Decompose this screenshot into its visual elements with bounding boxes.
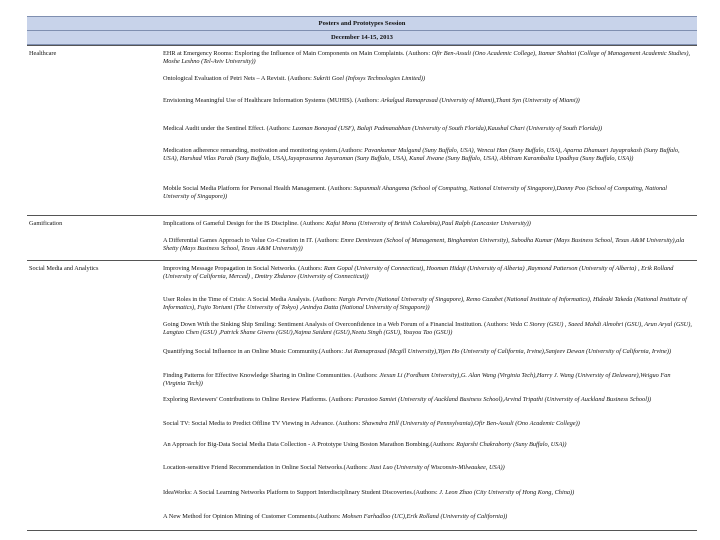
paper-cell	[160, 93, 697, 121]
paper-authors: Arkalgud Ramaprasad (University of Miami),Thant Syn (University of Miami))	[380, 97, 580, 104]
paper-cell	[160, 292, 697, 317]
paper-cell	[160, 216, 697, 233]
paper-title: Going Down With the Sinking Ship Smiling: Sentiment Analysis of Overconfidence in a Web Forum of a Financial Institution. (Authors:	[163, 321, 510, 328]
table-row	[27, 344, 697, 368]
paper-authors: Mohsen Farhadloo (UC),Erik Rolland (University of California))	[342, 513, 508, 520]
paper-cell	[160, 233, 697, 260]
paper-title: Finding Patterns for Effective Knowledge Sharing in Online Communities. (Authors:	[163, 372, 380, 379]
paper-title: A Differential Games Approach to Value Co-Creation in IT. (Authors:	[163, 237, 341, 244]
category-cell	[27, 437, 160, 460]
paper-authors: Shawndra Hill (University of Pennsylvania),Ofir Ben-Assuli (Ono Academic College))	[361, 420, 580, 427]
paper-cell	[160, 46, 697, 71]
paper-authors: Kafui Monu (University of British Columbia),Paul Ralph (Lancaster University))	[326, 220, 531, 227]
table-row	[27, 317, 697, 344]
paper-cell	[160, 437, 697, 460]
paper-cell	[160, 392, 697, 416]
paper-title: Quantifying Social Influence in an Online Music Community.(Authors:	[163, 348, 345, 355]
paper-title: An Approach for Big-Data Social Media Data Collection - A Prototype Using Boston Marathon Bombing.(Authors:	[163, 441, 457, 448]
table-row	[27, 233, 697, 260]
paper-cell	[160, 181, 697, 215]
category-cell: Healthcare	[29, 50, 57, 57]
paper-authors: Emre Demirezen (School of Management, Binghamton University), Subodha Kumar (Mays Business School, Texas A&M University),ala Shetty (Mays Business School, Texas A&M University))	[163, 237, 685, 253]
paper-cell	[160, 261, 697, 292]
category-cell: Gamification	[29, 220, 63, 227]
paper-authors: Jui Ramaprasad (Mcgill University),Yijen Ho (University of California, Irvine),Sanjeev Dewan (University of California, Irvine))	[344, 348, 672, 355]
paper-authors: Parastoo Samiei (University of Auckland Business School),Arvind Tripathi (University of Auckland Business School))	[354, 396, 652, 403]
paper-cell	[160, 344, 697, 368]
category-cell	[27, 121, 160, 143]
category-cell	[27, 93, 160, 121]
table-row	[27, 392, 697, 416]
paper-authors: Veda C Storey (GSU) , Saeed Mahdi Almohri (GSU), Arun Aryal (GSU), Langtao Chen (GSU) ,Patrick Shane Givens (GSU),Najma Saidani (GSU),Neetu Singh (GSU), Youyou Tao (GSU))	[163, 321, 692, 337]
paper-authors: Laxman Bonayad (USF), Balaji Padmanabhan (University of South Florida),Kaushal Chari (University of South Florida))	[292, 125, 603, 132]
category-cell	[27, 460, 160, 485]
category-cell	[27, 143, 160, 181]
schedule-sheet	[27, 16, 697, 531]
paper-authors: Rajarshi Chakraborty (Suny Buffalo, USA))	[456, 441, 567, 448]
paper-title: Mobile Social Media Platform for Personal Health Management. (Authors:	[163, 185, 354, 192]
table-row	[27, 368, 697, 392]
paper-cell	[160, 368, 697, 392]
table-row	[27, 45, 697, 71]
paper-title: EHR at Emergency Rooms: Exploring the Influence of Main Components on Main Complaints. (Authors:	[163, 50, 432, 57]
category-cell	[27, 344, 160, 368]
paper-authors: J. Leon Zhao (City University of Hong Kong, China))	[439, 489, 575, 496]
category-cell: Social Media and Analytics	[29, 265, 99, 272]
table-row	[27, 292, 697, 317]
category-cell	[27, 71, 160, 93]
table-row	[27, 460, 697, 485]
paper-authors: Ofir Ben-Assuli (Ono Academic College), Itamar Shabtai (College of Management Academic Studies), Moshe Leshno (Tel-Aviv University))	[163, 50, 691, 66]
paper-title: Ontological Evaluation of Petri Nets – A Revisit. (Authors:	[163, 75, 314, 82]
paper-cell	[160, 121, 697, 143]
session-header	[27, 16, 697, 45]
table-row	[27, 416, 697, 437]
table-row	[27, 260, 697, 292]
category-cell	[27, 509, 160, 530]
table-row	[27, 181, 697, 215]
paper-authors: Ram Gopal (University of Connecticut), Hooman Hidaji (University of Alberta) ,Raymond Patterson (University of Alberta) , Erik Rolland (University of California, Merced) , Dmitry Zhdanov (University of Connecticut))	[163, 265, 674, 281]
paper-cell	[160, 509, 697, 530]
papers-table	[27, 45, 697, 531]
category-cell	[27, 317, 160, 344]
table-row	[27, 121, 697, 143]
table-row	[27, 215, 697, 233]
table-row	[27, 93, 697, 121]
table-row	[27, 143, 697, 181]
paper-title: Exploring Reviewers' Contributions to Online Review Platforms. (Authors:	[163, 396, 355, 403]
paper-cell	[160, 485, 697, 509]
paper-title: Implications of Gameful Design for the IS Discipline. (Authors:	[163, 220, 326, 227]
paper-cell	[160, 143, 697, 181]
session-date: December 14-15, 2013	[27, 30, 697, 44]
category-cell	[27, 416, 160, 437]
table-row	[27, 509, 697, 530]
category-cell	[27, 368, 160, 392]
table-row	[27, 71, 697, 93]
paper-title: Social TV: Social Media to Predict Offline TV Viewing in Advance. (Authors:	[163, 420, 362, 427]
table-row	[27, 437, 697, 460]
paper-authors: Jiasi Luo (University of Wisconsin-Milwaukee, USA))	[369, 464, 505, 471]
paper-authors: Jiexun Li (Fordham University),G. Alan Wang (Virginia Tech),Harry J. Wang (University of Delaware),Weiguo Fan (Virginia Tech))	[163, 372, 671, 388]
category-cell	[27, 292, 160, 317]
paper-title: User Roles in the Time of Crisis: A Social Media Analysis. (Authors:	[163, 296, 339, 303]
category-cell	[27, 233, 160, 260]
paper-cell	[160, 460, 697, 485]
paper-title: Medication adherence remanding, motivation and monitoring system.(Authors:	[163, 147, 365, 154]
category-cell	[27, 485, 160, 509]
paper-title: Location-sensitive Friend Recommendation in Online Social Networks.(Authors:	[163, 464, 370, 471]
paper-title: IdeaWorks: A Social Learning Networks Platform to Support Interdisciplinary Student Discoveries.(Authors:	[163, 489, 440, 496]
paper-authors: Pavankumar Mulgund (Suny Buffalo, USA), Wencui Han (Suny Buffalo, USA), Aparna Dhanuari Jayaprakash (Suny Buffalo, USA), Harshad Vilas Parab (Suny Buffalo, USA),Jayaprasanna Jayaraman (Suny Buffalo, USA), Kunal Jiwane (Suny Buffalo, USA), Abhiram Karambalia Upadhya (Suny Buffalo, USA))	[163, 147, 680, 163]
category-cell	[27, 392, 160, 416]
paper-title: Envisioning Meaningful Use of Healthcare Information Systems (MUHIS). (Authors:	[163, 97, 381, 104]
paper-title: A New Method for Opinion Mining of Customer Comments.(Authors:	[163, 513, 343, 520]
category-cell	[27, 181, 160, 215]
paper-authors: Nargis Pervin (National University of Singapore), Remo Cazabet (National Institute of Informatics), Hideaki Takeda (National Institute of Informatics), Fujio Toriumi (The University of Tokyo) ,Anindya Datta (National University of Singapore))	[163, 296, 687, 312]
paper-cell	[160, 317, 697, 344]
paper-cell	[160, 71, 697, 93]
paper-title: Improving Message Propagation in Social Networks. (Authors:	[163, 265, 324, 272]
paper-title: Medical Audit under the Sentinel Effect. (Authors:	[163, 125, 293, 132]
session-title: Posters and Prototypes Session	[318, 20, 406, 27]
paper-authors: Supunmali Ahangama (School of Computing, National University of Singapore),Danny Poo (School of Computing, National University of Singapore))	[163, 185, 668, 201]
paper-authors: Sukriti Goel (Infosys Technologies Limited))	[313, 75, 426, 82]
paper-cell	[160, 416, 697, 437]
table-row	[27, 485, 697, 509]
